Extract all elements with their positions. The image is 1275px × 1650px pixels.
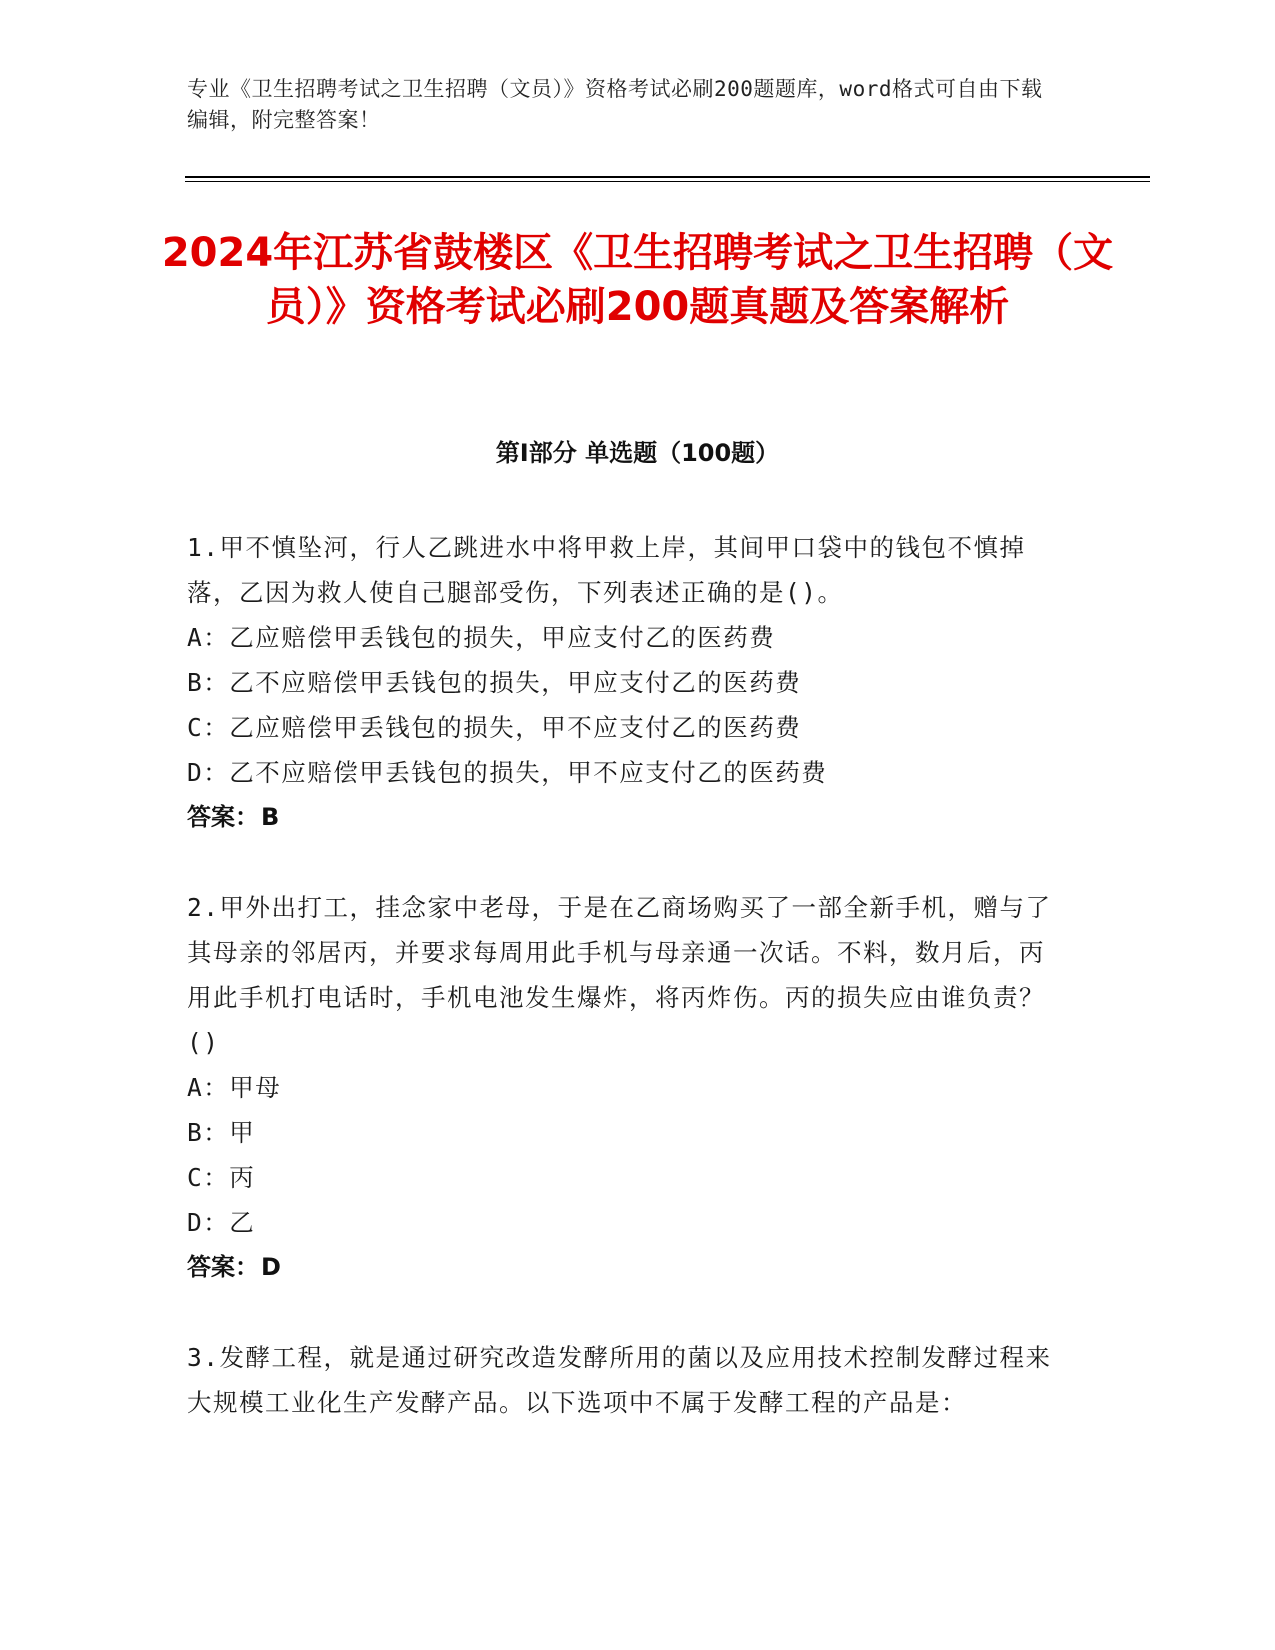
option-d: D：乙 <box>187 1208 256 1237</box>
answer-value: B <box>261 803 280 831</box>
section-heading: 第Ⅰ部分 单选题（100题） <box>495 439 780 467</box>
option-a: A：甲母 <box>187 1073 282 1102</box>
answer-label: 答案： <box>187 803 259 831</box>
question-text: 2.甲外出打工，挂念家中老母，于是在乙商场购买了一部全新手机，赠与了其母亲的邻居丙，并要求每周用此手机与母亲通一次话。不料，数月后，丙用此手机打电话时，手机电池发生爆炸，将丙炸伤。丙的损失应由谁负责？() <box>187 893 1052 1057</box>
question-block-1 <box>187 525 1057 840</box>
answer-line <box>187 795 1057 840</box>
header-divider-thin <box>185 181 1150 182</box>
answer-line <box>187 1245 1057 1290</box>
document-title: 2024年江苏省鼓楼区《卫生招聘考试之卫生招聘（文员）》资格考试必刷200题真题及答案解析 <box>161 230 1114 330</box>
option-b: B：甲 <box>187 1118 256 1147</box>
header-divider <box>185 176 1150 178</box>
question-text: 1.甲不慎坠河，行人乙跳进水中将甲救上岸，其间甲口袋中的钱包不慎掉落，乙因为救人使自己腿部受伤，下列表述正确的是()。 <box>187 533 1026 607</box>
option-c: C：乙应赔偿甲丢钱包的损失，甲不应支付乙的医药费 <box>187 713 802 742</box>
option-a: A：乙应赔偿甲丢钱包的损失，甲应支付乙的医药费 <box>187 623 776 652</box>
header-note: 专业《卫生招聘考试之卫生招聘（文员）》资格考试必刷200题题库，word格式可自由下载编辑，附完整答案！ <box>187 77 1043 132</box>
question-text: 3.发酵工程，就是通过研究改造发酵所用的菌以及应用技术控制发酵过程来大规模工业化生产发酵产品。以下选项中不属于发酵工程的产品是： <box>187 1343 1052 1417</box>
question-block-2 <box>187 885 1057 1290</box>
option-b: B：乙不应赔偿甲丢钱包的损失，甲应支付乙的医药费 <box>187 668 802 697</box>
answer-value: D <box>261 1253 281 1281</box>
answer-label: 答案： <box>187 1253 259 1281</box>
option-d: D：乙不应赔偿甲丢钱包的损失，甲不应支付乙的医药费 <box>187 758 828 787</box>
question-block-3 <box>187 1335 1057 1425</box>
option-c: C：丙 <box>187 1163 256 1192</box>
